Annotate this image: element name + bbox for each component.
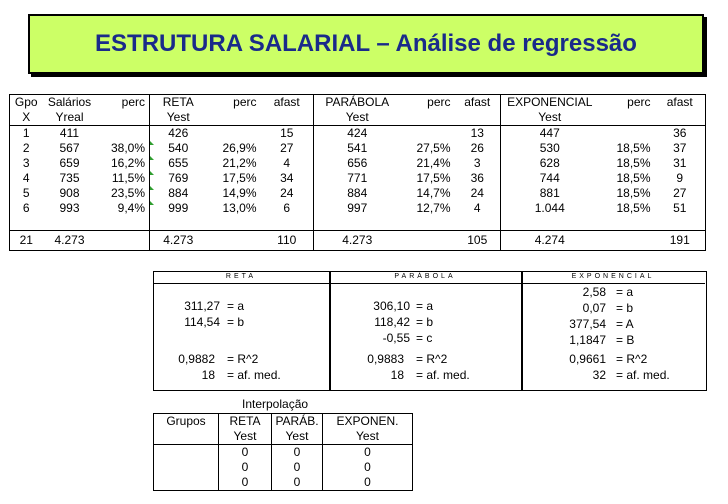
interp-cell: 0 (272, 460, 323, 475)
total-cell: 21 (10, 231, 43, 251)
table-cell: 567 (59, 141, 80, 155)
interp-cell: 0 (323, 460, 413, 475)
reta-af-label: = af. med. (227, 368, 281, 382)
interp-col-reta: RETA (219, 414, 272, 430)
error-indicator-icon (150, 156, 154, 160)
parabola-r2-label: = R^2 (416, 352, 448, 366)
table-row (10, 141, 706, 156)
exponencial-b-label: = b (616, 301, 634, 315)
table-cell: 51 (655, 201, 706, 216)
table-cell: 18,5% (616, 186, 651, 200)
exponencial-B-value: 1,1847 (569, 333, 606, 347)
table-row (10, 156, 706, 171)
table-cell: 997 (314, 201, 401, 216)
reta-r2-value: 0,9882 (178, 352, 215, 366)
reta-header: RETA (225, 273, 257, 280)
table-cell: 37 (655, 141, 706, 156)
table-cell: 11,5% (111, 171, 145, 185)
error-indicator-icon (150, 186, 154, 190)
exponencial-a-label: = a (616, 285, 634, 299)
table-cell: 6 (10, 201, 43, 216)
exponencial-B-label: = B (616, 333, 635, 347)
reta-b-label: = b (227, 315, 245, 329)
exponencial-a-value: 2,58 (582, 285, 606, 299)
total-cell (207, 231, 261, 251)
column-subheader (97, 110, 150, 126)
error-indicator-icon (150, 201, 154, 205)
table-cell: 15 (280, 126, 294, 140)
error-indicator-icon (150, 141, 154, 145)
interp-sub-reta: Yest (219, 429, 272, 445)
total-cell: 4.273 (314, 231, 401, 251)
reta-a-value: 311,27 (184, 299, 220, 313)
column-subheader: Yest (501, 110, 599, 126)
table-cell: 5 (10, 186, 43, 201)
parabola-c-value: -0,55 (382, 331, 410, 345)
table-cell: 27,5% (416, 141, 451, 155)
totals-row (10, 231, 706, 251)
table-cell: 21,4% (416, 156, 451, 170)
table-cell: 18,5% (616, 141, 651, 155)
reta-r2-label: = R^2 (227, 352, 259, 366)
column-subheader (207, 110, 261, 126)
table-cell: 31 (655, 156, 706, 171)
total-cell: 4.274 (501, 231, 599, 251)
parabola-c-label: = c (416, 331, 433, 345)
parabola-b-value: 118,42 (374, 315, 410, 329)
column-header: perc (207, 95, 261, 111)
table-cell: 628 (501, 156, 599, 171)
table-cell: 34 (280, 171, 294, 185)
table-cell: 9,4% (117, 201, 145, 215)
table-cell: 656 (314, 156, 401, 171)
column-subheader (401, 110, 455, 126)
column-header: PARÁBOLA (314, 95, 401, 111)
table-cell: 6 (283, 201, 291, 215)
table-cell: 744 (501, 171, 599, 186)
column-header: EXPONENCIAL (501, 95, 599, 111)
column-header: afast (261, 95, 314, 111)
column-subheader: Yest (150, 110, 207, 126)
table-cell: 655 (150, 156, 207, 171)
table-cell: 908 (59, 186, 80, 200)
table-cell: 884 (150, 186, 207, 201)
table-cell: 14,7% (416, 186, 451, 200)
column-header: Salários (43, 95, 97, 111)
interp-cell: 0 (219, 460, 272, 475)
table-cell: 18,5% (616, 171, 651, 185)
total-cell: 105 (455, 231, 501, 251)
interp-cell: 0 (323, 475, 413, 491)
table-cell: 13 (470, 126, 484, 140)
table-cell: 771 (314, 171, 401, 186)
table-cell: 16,2% (110, 156, 145, 170)
column-subheader (599, 110, 655, 126)
table-cell: 999 (150, 201, 207, 216)
reta-a-label: = a (227, 299, 245, 313)
reta-b-value: 114,54 (184, 315, 220, 329)
parabola-a-value: 306,10 (373, 299, 410, 313)
table-cell (401, 126, 455, 142)
interp-cell: 0 (323, 445, 413, 461)
interp-col-parab: PARÁB. (272, 414, 323, 430)
interp-cell: 0 (272, 475, 323, 491)
table-row (10, 186, 706, 201)
table-cell: 24 (280, 186, 294, 200)
error-indicator-icon (150, 171, 154, 175)
exponencial-b-value: 0,07 (582, 301, 606, 315)
table-cell: 18,5% (616, 156, 651, 170)
table-cell: 541 (314, 141, 401, 156)
table-cell: 4 (283, 156, 291, 170)
table-row (10, 171, 706, 186)
column-subheader: Yest (314, 110, 401, 126)
exponencial-af-value: 32 (592, 368, 606, 382)
table-cell: 993 (59, 201, 80, 215)
table-cell (97, 126, 150, 142)
interp-cell: 0 (219, 475, 272, 491)
parabola-r2-value: 0,9883 (367, 352, 404, 366)
regression-table (9, 94, 706, 251)
table-cell: 540 (150, 141, 207, 156)
table-cell: 659 (59, 156, 80, 170)
total-cell: 191 (655, 231, 706, 251)
column-subheader (655, 110, 706, 126)
table-cell: 3 (10, 156, 43, 171)
table-cell: 884 (314, 186, 401, 201)
table-cell: 881 (501, 186, 599, 201)
table-cell: 21,2% (222, 156, 257, 170)
interpolation-title: Interpolação (242, 397, 309, 411)
column-header: perc (401, 95, 455, 111)
column-header: perc (599, 95, 655, 111)
column-header: perc (97, 95, 150, 111)
table-cell: 12,7% (416, 201, 451, 215)
total-cell: 4.273 (150, 231, 207, 251)
table-cell: 735 (59, 171, 80, 185)
table-cell: 36 (655, 126, 706, 142)
exponencial-A-value: 377,54 (569, 317, 606, 331)
interp-col-expon: EXPONEN. (323, 414, 413, 430)
table-cell: 17,5% (416, 171, 451, 185)
parabola-af-label: = af. med. (416, 368, 470, 382)
table-cell: 9 (655, 171, 706, 186)
table-cell: 1.044 (501, 201, 599, 216)
column-header: afast (455, 95, 501, 111)
column-subheader: X (10, 110, 43, 126)
table-cell: 26,9% (222, 141, 257, 155)
interp-cell: 0 (272, 445, 323, 461)
table-cell: 2 (10, 141, 43, 156)
interp-col-grupos: Grupos (154, 414, 219, 430)
table-cell (599, 126, 655, 142)
table-row (10, 201, 706, 216)
table-cell: 24 (470, 186, 484, 200)
column-subheader (261, 110, 314, 126)
column-subheader: Yreal (43, 110, 97, 126)
reta-af-value: 18 (201, 368, 215, 382)
exponencial-r2-value: 0,9661 (569, 352, 606, 366)
total-cell (401, 231, 455, 251)
table-cell: 14,9% (222, 186, 257, 200)
table-cell: 769 (150, 171, 207, 186)
table-cell: 3 (473, 156, 481, 170)
parabola-a-label: = a (416, 299, 434, 313)
table-cell: 4 (10, 171, 43, 186)
table-cell: 424 (314, 126, 401, 142)
table-cell: 17,5% (222, 171, 257, 185)
page-title: ESTRUTURA SALARIAL – Análise de regressão (28, 14, 704, 74)
total-cell: 110 (261, 231, 314, 251)
interpolation-table (153, 413, 413, 491)
parabola-header: PARÁBOLA (394, 273, 456, 280)
total-cell (97, 231, 150, 251)
table-cell: 36 (470, 171, 484, 185)
table-row (10, 126, 706, 142)
table-cell: 23,5% (110, 186, 145, 200)
table-cell (207, 126, 261, 142)
table-cell: 27 (655, 186, 706, 201)
table-cell: 27 (280, 141, 294, 155)
interp-cell: 0 (219, 445, 272, 461)
table-cell: 4 (473, 201, 481, 215)
interp-sub-parab: Yest (272, 429, 323, 445)
column-subheader (455, 110, 501, 126)
exponencial-af-label: = af. med. (616, 368, 670, 382)
table-cell: 38,0% (110, 141, 145, 155)
total-cell: 4.273 (43, 231, 97, 251)
exponencial-A-label: = A (616, 317, 634, 331)
parabola-b-label: = b (416, 315, 434, 329)
table-cell: 411 (59, 126, 80, 140)
table-cell: 18,5% (616, 201, 651, 215)
column-header: RETA (150, 95, 207, 111)
table-cell: 26 (470, 141, 484, 155)
interp-sub-expon: Yest (323, 429, 413, 445)
parabola-af-value: 18 (390, 368, 404, 382)
table-cell: 13,0% (222, 201, 257, 215)
table-cell: 530 (501, 141, 599, 156)
table-cell: 447 (501, 126, 599, 142)
table-cell: 1 (10, 126, 43, 142)
column-header: Gpo (10, 95, 43, 111)
total-cell (599, 231, 655, 251)
table-cell: 426 (150, 126, 207, 142)
exponencial-r2-label: = R^2 (616, 352, 648, 366)
column-header: afast (655, 95, 706, 111)
exponencial-header: EXPONENCIAL (571, 273, 655, 280)
